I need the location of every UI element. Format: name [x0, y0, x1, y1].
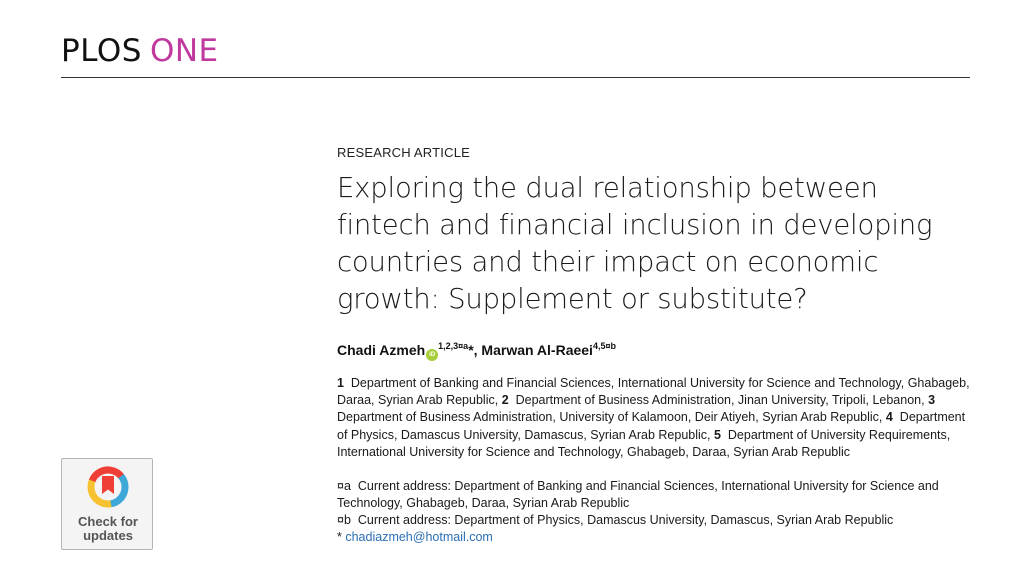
affiliation-number: 4	[885, 410, 893, 425]
article-title: Exploring the dual relationship between fintech and financial inclusion in developing countries and their impact on economic growth: Supplement or substitute?	[337, 172, 933, 315]
author-name[interactable]: Chadi Azmeh	[337, 342, 426, 358]
author-separator: ,	[473, 342, 482, 358]
crossmark-icon	[86, 465, 130, 509]
badge-line-2: updates	[83, 528, 133, 543]
affiliation-number: 3	[928, 393, 936, 408]
article-type: RESEARCH ARTICLE	[337, 145, 470, 160]
affiliation-number: 2	[501, 393, 509, 408]
note-text: Current address: Department of Banking and Financial Sciences, International University for Science and Technology, Ghabageb, Daraa, Syrian Arab Republic	[337, 479, 939, 511]
note-marker: ¤b	[337, 513, 351, 528]
author-affiliation-sup: 4,5¤b	[592, 341, 616, 351]
note-marker: *	[337, 530, 342, 545]
affiliation-text: Department of Business Administration, University of Kalamoon, Deir Atiyeh, Syrian Arab Republic,	[337, 410, 883, 425]
affiliation-text: Department of Banking and Financial Sciences, International University for Science and Technology, Ghabageb, Daraa, Syrian Arab Republic,	[337, 376, 970, 408]
check-for-updates-badge[interactable]	[61, 458, 153, 550]
corresponding-marker: *	[468, 342, 474, 358]
article-header	[337, 145, 977, 546]
current-address-note-b	[337, 512, 977, 529]
logo-one: ONE	[149, 33, 219, 69]
affiliation-text: Department of University Requirements, International University for Science and Technology, Ghabageb, Daraa, Syrian Arab Republic	[337, 427, 951, 459]
affiliation-number: 1	[337, 376, 344, 390]
check-for-updates-label	[62, 515, 154, 543]
author-name[interactable]: Marwan Al-Raeei	[481, 342, 593, 358]
author-list	[337, 337, 977, 361]
affiliation-text: Department of Business Administration, Jinan University, Tripoli, Lebanon,	[515, 393, 925, 408]
author-notes	[337, 478, 977, 546]
email-link[interactable]: chadiazmeh@hotmail.com	[345, 530, 493, 545]
corresponding-author-note	[337, 529, 977, 546]
affiliation-number: 5	[714, 427, 721, 442]
logo-plos: PLOS	[61, 33, 142, 69]
header-divider	[61, 77, 970, 78]
badge-line-1: Check for	[78, 514, 138, 529]
journal-logo	[61, 33, 219, 69]
author-affiliation-sup: 1,2,3¤a	[438, 341, 469, 351]
affiliations	[337, 375, 977, 461]
current-address-note-a	[337, 478, 977, 512]
affiliation-text: Department of Physics, Damascus University, Damascus, Syrian Arab Republic,	[337, 410, 966, 442]
orcid-icon[interactable]: iD	[426, 349, 438, 361]
note-text: Current address: Department of Physics, Damascus University, Damascus, Syrian Arab Republic	[357, 513, 894, 528]
note-marker: ¤a	[337, 479, 351, 494]
